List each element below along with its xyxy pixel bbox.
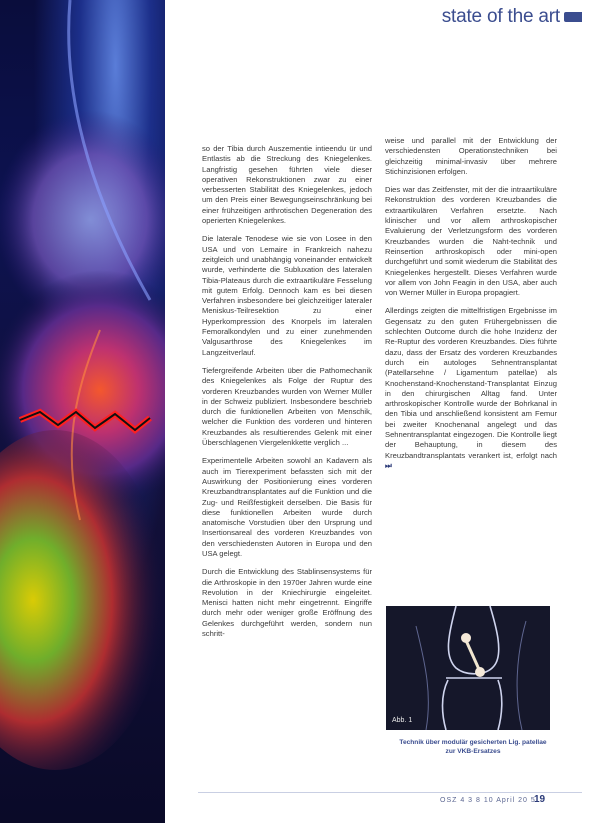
text-column-1 (202, 144, 372, 647)
figure-image (386, 606, 550, 730)
page-header (0, 0, 592, 28)
figure-label: Abb. 1 (392, 717, 413, 724)
figure-caption: Technik über modulär gesicherten Lig. patellae zur VKB-Ersatzes (399, 739, 547, 755)
paragraph: Experimentelle Arbeiten sowohl an Kadavern als auch im Tierexperiment befassten sich mit der Auswirkung der Positionierung eines vorderen Kreuzbandtransplantates auf die Funktion und die Zug- und Reißfestigkeit derselben. Die Basis für diese funktionellen Arbeiten wurde durch anatomische Vorstudien über den Ursprung und Insertionsareal des vorderen Kreuzbandes von den verschiedensten Autoren in Europa und den USA gelegt. (202, 456, 372, 558)
section-tab-marker (564, 12, 582, 22)
section-title: state of the art (441, 6, 560, 27)
paragraph: Die laterale Tenodese wie sie von Losee in den USA und von Lemaire in Frankreich nahezu zeitgleich und unabhängig voneinander entwickelt wurde, verhinderte die Subluxation des lateralen Tibia-Plateaus durch die extraartikuläre Fesselung mit gutem Erfolg. Dennoch kam es bei diesen Verfahren insbesondere bei gleichzeitiger lateraler Meniskus-Teilresektion zu einer Hyperkompression des Knorpels im lateralen Femoralkondylen und zu einer zunehmenden Valgusarthrose des Kniegelenkes im Langzeitverlauf. (202, 234, 372, 357)
paragraph: weise und parallel mit der Entwicklung der verschiedensten Operationstechniken bei gleichzeitig minimal-invasiv über mehrere Stichinzisionen erfolgen. (385, 136, 557, 176)
knee-xray-illustration (386, 606, 550, 730)
paragraph-text: Allerdings zeigten die mittelfristigen Ergebnisse im Gegensatz zu den guten Frühergebnissen die schlechten Outcome durch die hohe Inzidenz der Re-Ruptur des vorderen Kreuzbandes. Dies führte dazu, dass der Ersatz des vorderen Kreuzbandes durch ein autologes Sehnentransplantat (Patellarsehne / Ligamentum patellae) als Knochenstand-Knochenstand-Transplantat Einzug in den chirurgischen Alltag fand. Unter arthroskopischer Kontrolle wurde der Bohrkanal in den Tibia und anschließend konsistent am Femur bei zweiter Knochenanal angelegt und das Sehnentransplantat eingezogen. Die Kontrolle liegt der Behauptung, in diesem des Kreuzbandtransplantats verankert ist, erfolgt nach (385, 306, 557, 460)
paragraph: Dies war das Zeitfenster, mit der die intraartikuläre Rekonstruktion des vorderen Kreuzbandes die extraartikulären Verfahren ersetzte. Nach klinischer und vor allem arthroskopischer Evaluierung der Verletzungsform des vorderen Kreuzbandes wurden die Naht-technik und Reinsertion arthroskopisch oder mini-open durchgeführt und somit wiederum die Stabilität des Kniegelenkes hergestellt. Dieses Verfahren wurde vor allem von John Feagin in den USA, aber auch von Werner Müller in Europa propagiert. (385, 185, 557, 298)
cover-artwork (0, 0, 165, 823)
continue-arrow-icon: ⏭ (385, 460, 392, 470)
paragraph (385, 306, 557, 471)
page-number: 19 (534, 794, 546, 805)
magazine-info: OSZ 4 3 8 10 April 20 5 (440, 797, 536, 804)
text-column-2 (385, 136, 557, 479)
paragraph: so der Tibia durch Auszementie intieendu ür und Entlastis ab die Streckung des Kniegelenkes. Langfristig gesehen führten viele dieser operativen Rekonstruktionen zwar zu einer verbesserten Stabilität des Kniegelenkes, jedoch um den Preis einer Bewegungseinschränkung bei einer frühzeitigen arthrotischen Degeneration des operierten Kniegelenkes. (202, 144, 372, 226)
paragraph: Durch die Entwicklung des Stablinsensystems für die Arthroskopie in den 1970er Jahren wurde eine Revolution in der Kniechirurgie eingeleitet. Menisci hatten nicht mehr eingetrennt. Eingriffe durch mehr oder weniger große Eröffnung des Gelenkes durchgeführt werden, sondern nun schritt- (202, 567, 372, 639)
footer-divider (198, 792, 582, 793)
paragraph: Tiefergreifende Arbeiten über die Pathomechanik des Kniegelenkes als Folge der Ruptur des vorderen Kreuzbandes wurden von Werner Müller in der Schweiz publiziert. Insbesondere beschrieb durch die funktionellen Arbeiten von Menschik, welcher die Funktion des vorderen und hinteren Kreuzbandes als resultierendes Gelenk mit einer Überschlagenen Viergelenkkette verglich ... (202, 365, 372, 448)
